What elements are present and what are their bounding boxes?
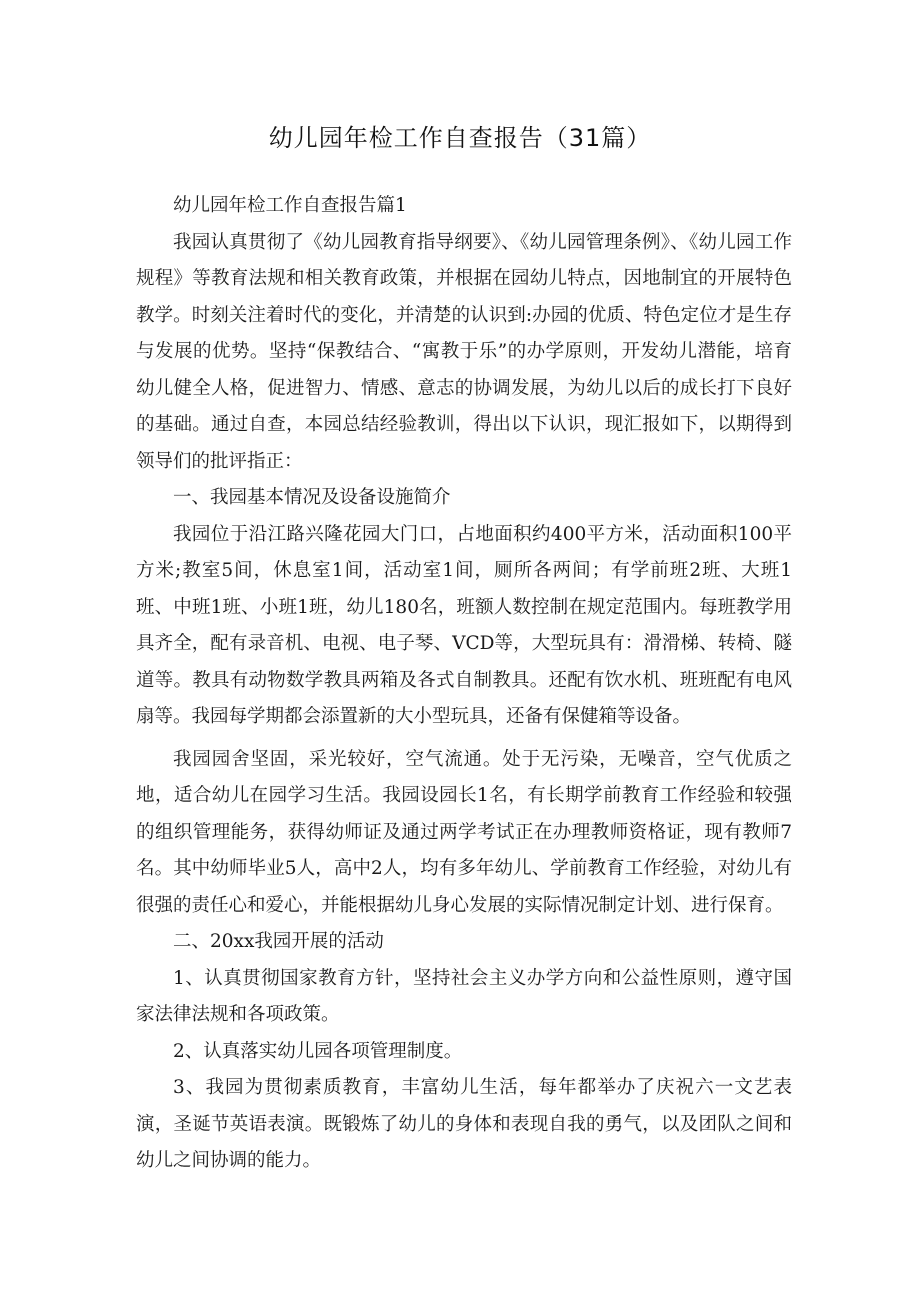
paragraph: 我园园舍坚固，采光较好，空气流通。处于无污染，无噪音，空气优质之地，适合幼儿在园学习生活。我园设园长1名，有长期学前教育工作经验和较强的组织管理能务，获得幼师证及通过两学考试正在办理教师资格证，现有教师7名。其中幼师毕业5人，高中2人，均有多年幼儿、学前教育工作经验，对幼儿有很强的责任心和爱心，并能根据幼儿身心发展的实际情况制定计划、进行保育。 bbox=[136, 748, 792, 916]
section-heading: 二、20xx我园开展的活动 bbox=[173, 931, 384, 952]
list-item: 2、认真落实幼儿园各项管理制度。 bbox=[173, 1040, 463, 1062]
list-item: 3、我园为贯彻素质教育，丰富幼儿生活，每年都举办了庆祝六一文艺表演，圣诞节英语表演。既锻炼了幼儿的身体和表现自我的勇气，以及团队之间和幼儿之间协调的能力。 bbox=[136, 1077, 792, 1171]
document-title: 幼儿园年检工作自查报告（31篇） bbox=[268, 124, 652, 152]
section-heading: 幼儿园年检工作自查报告篇1 bbox=[173, 195, 407, 216]
document-body bbox=[136, 188, 792, 1180]
section-heading: 一、我园基本情况及设备设施简介 bbox=[173, 487, 451, 508]
paragraph: 我园认真贯彻了《幼儿园教育指导纲要》、《幼儿园管理条例》、《幼儿园工作规程》等教育法规和相关教育政策，并根据在园幼儿特点，因地制宜的开展特色教学。时刻关注着时代的变化，并清楚的认识到:办园的优质、特色定位才是生存与发展的优势。坚持“保教结合、“寓教于乐”的办学原则，开发幼儿潜能，培育幼儿健全人格，促进智力、情感、意志的协调发展，为幼儿以后的成长打下良好的基础。通过自查，本园总结经验教训，得出以下认识，现汇报如下，以期得到领导们的批评指正： bbox=[136, 231, 792, 472]
paragraph: 我园位于沿江路兴隆花园大门口，占地面积约400平方米，活动面积100平方米;教室5间，休息室1间，活动室1间，厕所各两间；有学前班2班、大班1班、中班1班、小班1班，幼儿180名，班额人数控制在规定范围内。每班教学用具齐全，配有录音机、电视、电子琴、VCD等，大型玩具有：滑滑梯、转椅、隧道等。教具有动物数学教具两箱及各式自制教具。还配有饮水机、班班配有电风扇等。我园每学期都会添置新的大小型玩具，还备有保健箱等设备。 bbox=[136, 523, 792, 727]
list-item: 1、认真贯彻国家教育方针，坚持社会主义办学方向和公益性原则，遵守国家法律法规和各项政策。 bbox=[136, 967, 792, 1025]
